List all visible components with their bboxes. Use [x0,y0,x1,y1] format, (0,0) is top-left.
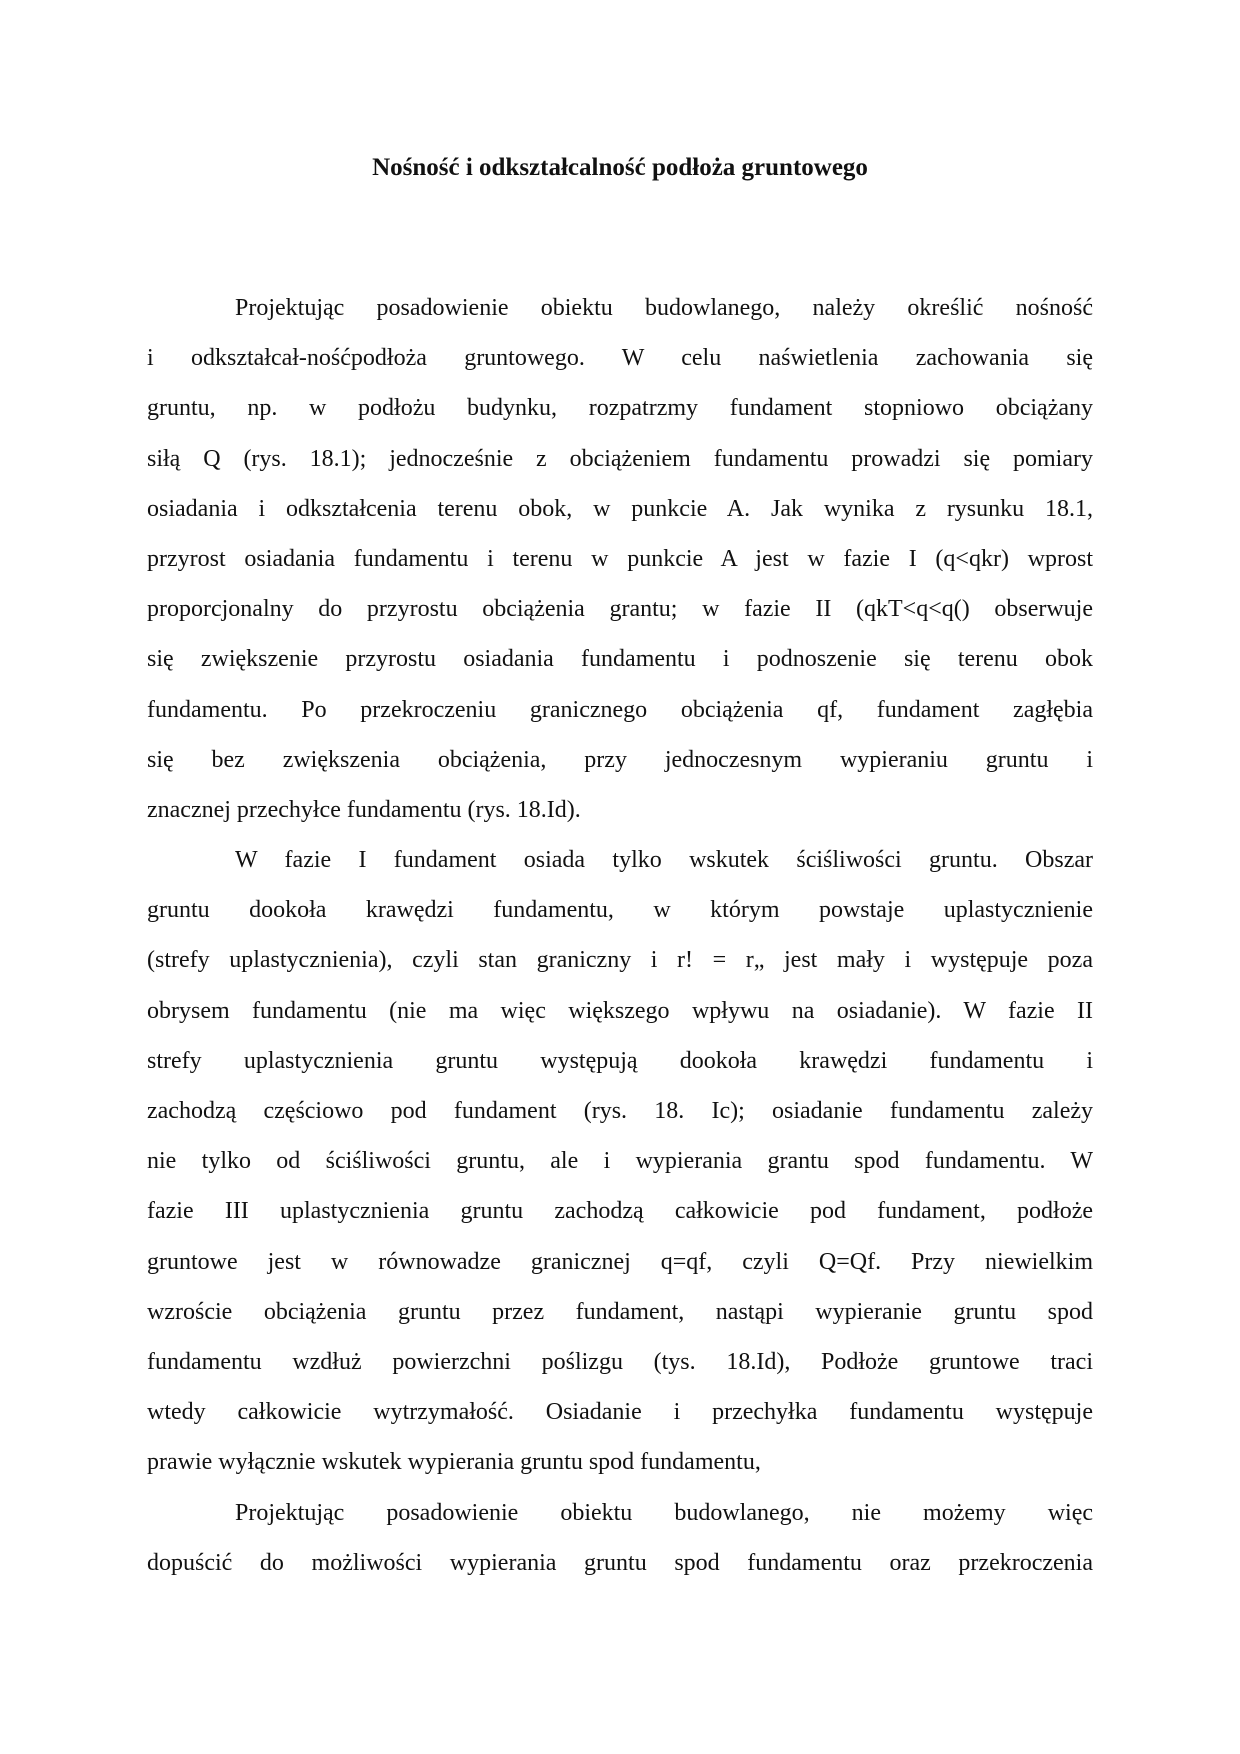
text-line: zachodzą częściowo pod fundament (rys. 18. Ic); osiadanie fundamentu zależy [147,1098,1093,1124]
text-line: i odkształcał-nośćpodłoża gruntowego. W celu naświetlenia zachowania się [147,345,1093,372]
text-line: gruntowe jest w równowadze granicznej q=qf, czyli Q=Qf. Przy niewielkim [147,1248,1093,1275]
text-line: osiadania i odkształcenia terenu obok, w punkcie A. Jak wynika z rysunku 18.1, [147,495,1093,522]
text-line: gruntu, np. w podłożu budynku, rozpatrzmy fundament stopniowo obciążany [147,395,1093,422]
text-line: Projektując posadowienie obiektu budowlanego, nie możemy więc [235,1499,1093,1526]
text-line: gruntu dookoła krawędzi fundamentu, w którym powstaje uplastycznienie [147,897,1093,924]
text-line: Projektując posadowienie obiektu budowlanego, należy określić nośność [235,295,1093,321]
text-line: (strefy uplastycznienia), czyli stan graniczny i r! = r„ jest mały i występuje poza [147,947,1093,974]
text-line: przyrost osiadania fundamentu i terenu w punkcie A jest w fazie I (q<qkr) wprost [147,545,1093,572]
text-line: wzroście obciążenia gruntu przez fundament, nastąpi wypieranie gruntu spod [147,1298,1093,1325]
text-line: dopuścić do możliwości wypierania gruntu spod fundamentu oraz przekroczenia [147,1549,1093,1576]
text-line: siłą Q (rys. 18.1); jednocześnie z obciążeniem fundamentu prowadzi się pomiary [147,445,1093,472]
text-line: fazie III uplastycznienia gruntu zachodzą całkowicie pod fundament, podłoże [147,1198,1093,1225]
text-line: nie tylko od ściśliwości gruntu, ale i wypierania grantu spod fundamentu. W [147,1148,1093,1175]
text-line: obrysem fundamentu (nie ma więc większego wpływu na osiadanie). W fazie II [147,997,1093,1024]
text-line: prawie wyłącznie wskutek wypierania gruntu spod fundamentu, [147,1449,761,1476]
document-body [147,283,1093,1588]
text-line: fundamentu wzdłuż powierzchni poślizgu (tys. 18.Id), Podłoże gruntowe traci [147,1348,1093,1375]
text-line: się bez zwiększenia obciążenia, przy jednoczesnym wypieraniu gruntu i [147,746,1093,773]
text-line: strefy uplastycznienia gruntu występują dookoła krawędzi fundamentu i [147,1047,1093,1074]
text-line: fundamentu. Po przekroczeniu granicznego obciążenia qf, fundament zagłębia [147,696,1093,723]
text-line: znacznej przechyłce fundamentu (rys. 18.Id). [147,796,581,823]
text-line: się zwiększenie przyrostu osiadania fundamentu i podnoszenie się terenu obok [147,646,1093,673]
page-title: Nośność i odkształcalność podłoża gruntowego [372,154,868,181]
text-line: proporcjonalny do przyrostu obciążenia grantu; w fazie II (qkT<q<q() obserwuje [147,596,1093,623]
text-line: wtedy całkowicie wytrzymałość. Osiadanie i przechyłka fundamentu występuje [147,1399,1093,1426]
text-line: W fazie I fundament osiada tylko wskutek ściśliwości gruntu. Obszar [235,847,1093,874]
